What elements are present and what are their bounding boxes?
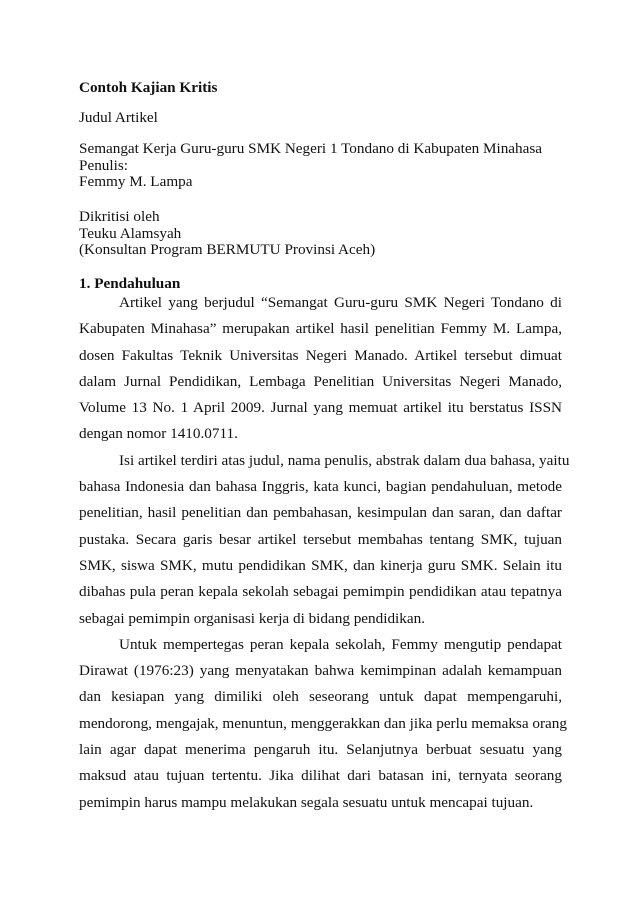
paragraph-line: dibahas pula peran kepala sekolah sebagai pemimpin pendidikan atau tepatnya [79, 583, 562, 601]
dikritisi-label: Dikritisi oleh [79, 208, 160, 225]
article-info-block [79, 141, 562, 191]
document-title-block [79, 80, 562, 97]
paragraph-line: maksud atau tujuan tertentu. Jika dilihat dari batasan ini, ternyata seorang [79, 767, 562, 785]
paragraph-3 [79, 632, 567, 816]
penulis-label: Penulis: [79, 156, 128, 174]
article-title: Semangat Kerja Guru-guru SMK Negeri 1 Tondano di Kabupaten Minahasa [79, 140, 543, 157]
paragraph-line: dosen Fakultas Teknik Universitas Negeri Manado. Artikel tersebut dimuat [79, 346, 562, 364]
paragraph-line: Dirawat (1976:23) yang menyatakan bahwa kemimpinan adalah kemampuan [79, 662, 562, 680]
paragraph-line: Untuk mempertegas peran kepala sekolah, Femmy mengutip pendapat [119, 635, 562, 653]
paragraph-1 [79, 290, 562, 448]
paragraph-line: mendorong, mengajak, menuntun, menggerakkan dan jika perlu memaksa orang [79, 714, 567, 732]
paragraph-line: Isi artikel terdiri atas judul, nama penulis, abstrak dalam dua bahasa, yaitu [119, 451, 570, 469]
body-text [79, 290, 570, 816]
paragraph-line: pustaka. Secara garis besar artikel tersebut membahas tentang SMK, tujuan [79, 530, 562, 548]
paragraph-line: SMK, siswa SMK, mutu pendidikan SMK, dan kinerja guru SMK. Selain itu [79, 556, 562, 574]
paragraph-line: bahasa Indonesia dan bahasa Inggris, kata kunci, bagian pendahuluan, metode [79, 478, 562, 496]
paragraph-2 [79, 448, 570, 632]
judul-label: Judul Artikel [79, 109, 158, 126]
paragraph-line: pemimpin harus mampu melakukan segala sesuatu untuk mencapai tujuan. [79, 793, 534, 811]
judul-label-block [79, 110, 562, 127]
paragraph-line: Artikel yang berjudul “Semangat Guru-guru SMK Negeri Tondano di [119, 294, 562, 311]
paragraph-line: Volume 13 No. 1 April 2009. Jurnal yang memuat artikel itu berstatus ISSN [79, 399, 562, 417]
paragraph-line: Kabupaten Minahasa” merupakan artikel hasil penelitian Femmy M. Lampa, [79, 320, 562, 338]
paragraph-line: dengan nomor 1410.0711. [79, 425, 238, 443]
penulis-name: Femmy M. Lampa [79, 173, 193, 190]
critic-affiliation: (Konsultan Program BERMUTU Provinsi Aceh) [79, 241, 376, 258]
document-title: Contoh Kajian Kritis [79, 79, 218, 96]
paragraph-line: lain agar dapat menerima pengaruh itu. Selanjutnya berbuat sesuatu yang [79, 741, 562, 759]
section-heading: 1. Pendahuluan [79, 275, 181, 292]
critic-info-block [79, 209, 562, 259]
paragraph-line: penelitian, hasil penelitian dan pembahasan, kesimpulan dan saran, dan daftar [79, 504, 562, 522]
paragraph-line: sebagai pemimpin organisasi kerja di bidang pendidikan. [79, 609, 425, 627]
paragraph-line: dalam Jurnal Pendidikan, Lembaga Penelitian Universitas Negeri Manado, [79, 372, 562, 390]
paragraph-line: dan kesiapan yang dimiliki oleh seseorang untuk dapat mempengaruhi, [79, 688, 562, 706]
critic-name: Teuku Alamsyah [79, 224, 182, 242]
